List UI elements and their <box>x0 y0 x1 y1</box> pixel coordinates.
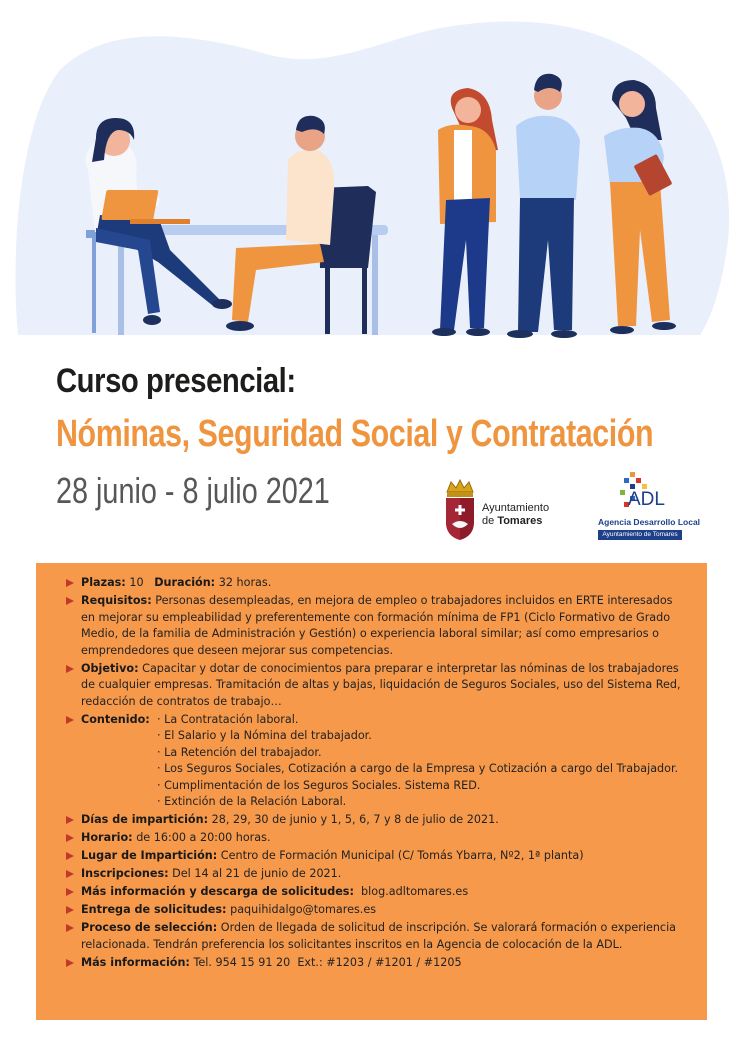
bullet-arrow-icon <box>66 870 74 878</box>
bullet-arrow-icon <box>66 834 74 842</box>
course-dates: 28 junio - 8 julio 2021 <box>56 470 330 511</box>
inscripciones-label: Inscripciones: <box>81 867 169 880</box>
bullet-arrow-icon <box>66 888 74 896</box>
info-item-inscripciones <box>66 866 687 883</box>
ayuntamiento-de-label: de <box>482 515 495 527</box>
plazas-value: 10 <box>125 576 155 589</box>
course-name-title: Nóminas, Seguridad Social y Contratación <box>56 413 654 455</box>
plazas-label: Plazas: <box>81 576 126 589</box>
info-item-plazas <box>66 575 687 592</box>
bullet-arrow-icon <box>66 924 74 932</box>
contenido-list-item: · Extinción de la Relación Laboral. <box>157 794 678 811</box>
inscripciones-value: Del 14 al 21 de junio de 2021. <box>168 867 342 880</box>
bullet-arrow-icon <box>66 597 74 605</box>
bullet-arrow-icon <box>66 579 74 587</box>
bullet-arrow-icon <box>66 716 74 724</box>
duracion-label: Duración: <box>154 576 216 589</box>
lugar-value: Centro de Formación Municipal (C/ Tomás Ybarra, Nº2, 1ª planta) <box>217 849 584 862</box>
info-item-contenido <box>66 712 687 811</box>
info-item-lugar <box>66 848 687 865</box>
bullet-arrow-icon <box>66 906 74 914</box>
adl-subtitle: Agencia Desarrollo Local <box>598 517 701 527</box>
entrega-label: Entrega de solicitudes: <box>81 903 227 916</box>
ayuntamiento-tomares-logo <box>442 478 562 544</box>
adl-acronym: ADL <box>628 489 665 510</box>
proceso-label: Proceso de selección: <box>81 921 218 934</box>
contenido-list-item: · Los Seguros Sociales, Cotización a cargo de la Empresa y Cotización a cargo del Trabajador. <box>157 761 678 778</box>
bullet-arrow-icon <box>66 852 74 860</box>
info-item-contacto <box>66 955 687 972</box>
adl-logo <box>596 470 701 546</box>
info-item-horario <box>66 830 687 847</box>
course-info-box <box>36 563 707 1020</box>
email-link[interactable]: paquihidalgo@tomares.es <box>226 903 377 916</box>
bullet-arrow-icon <box>66 816 74 824</box>
dias-value: 28, 29, 30 de junio y 1, 5, 6, 7 y 8 de julio de 2021. <box>208 813 499 826</box>
contenido-list-item: · El Salario y la Nómina del trabajador. <box>157 728 678 745</box>
lugar-label: Lugar de Impartición: <box>81 849 218 862</box>
info-item-requisitos <box>66 593 687 659</box>
contacto-value: Tel. 954 15 91 20 Ext.: #1203 / #1201 / #1205 <box>189 955 462 969</box>
horario-value: de 16:00 a 20:00 horas. <box>132 831 271 844</box>
proceso-value: Orden de llegada de solicitud de inscripción. Se valorará formación o experiencia relacionada. Tendrán preferencia los solicitantes inscritos en la Agencia de colocación de la ADL. <box>81 921 677 951</box>
info-item-objetivo <box>66 661 687 711</box>
info-item-mas-info <box>66 884 687 901</box>
hero-illustration <box>0 0 744 350</box>
coat-of-arms-icon <box>442 478 478 544</box>
horario-label: Horario: <box>81 831 133 844</box>
ayuntamiento-label: Ayuntamiento <box>482 502 550 514</box>
blog-link[interactable]: blog.adltomares.es <box>353 885 469 898</box>
info-item-dias <box>66 812 687 829</box>
objetivo-label: Objetivo: <box>81 661 139 675</box>
dias-label: Días de impartición: <box>81 813 209 826</box>
contenido-label: Contenido: <box>81 712 150 726</box>
contenido-list-item: · La Retención del trabajador. <box>157 745 678 762</box>
objetivo-value: Capacitar y dotar de conocimientos para preparar e interpretar las nóminas de los trabajadores de cualquier empresas. Tramitación de altas y bajas, liquidación de Seguros Sociales, uso del Sistema Red, redacción de contratos de trabajo… <box>81 661 681 708</box>
contenido-list <box>157 712 678 811</box>
mas-info-label: Más información y descarga de solicitudes: <box>81 885 354 898</box>
adl-bar-text: Ayuntamiento de Tomares <box>598 530 682 540</box>
duracion-value: 32 horas. <box>215 576 272 589</box>
bullet-arrow-icon <box>66 665 74 673</box>
requisitos-value: Personas desempleadas, en mejora de empleo o trabajadores incluidos en ERTE interesados en mejorar su empleabilidad y preferentemente con formación mínima de FP1 (Ciclo Formativo de Grado Medio, de la familia de Administración y Gestión) o experiencia laboral similar; así como empresarios o emprendedores que deseen mejorar sus competencias. <box>81 594 673 657</box>
info-item-proceso <box>66 920 687 953</box>
course-type-title: Curso presencial: <box>56 362 296 400</box>
contenido-list-item: · Cumplimentación de los Seguros Sociales. Sistema RED. <box>157 778 678 795</box>
contenido-list-item: · La Contratación laboral. <box>157 712 678 729</box>
info-item-entrega <box>66 902 687 919</box>
requisitos-label: Requisitos: <box>81 594 152 607</box>
tomares-label: Tomares <box>497 515 543 527</box>
contacto-label: Más información: <box>81 955 190 969</box>
bullet-arrow-icon <box>66 959 74 967</box>
